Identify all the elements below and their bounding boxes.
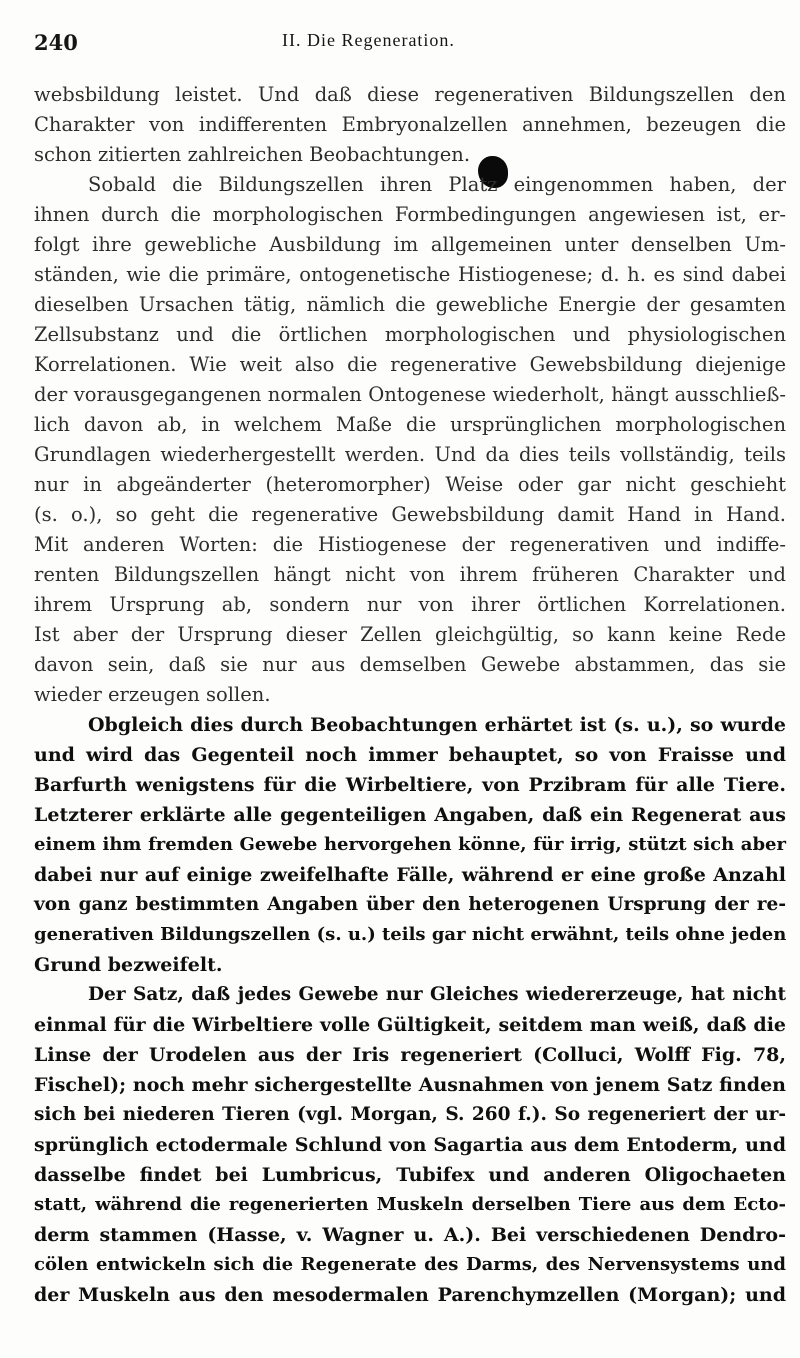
text-line: Grundlagen wiederhergestellt werden. Und da dies teils vollständig, teils	[34, 443, 786, 466]
text-line: der Muskeln aus den mesodermalen Parenchymzellen (Morgan); und	[34, 1284, 786, 1306]
text-line: dieselben Ursachen tätig, nämlich die gewebliche Energie der gesamten	[34, 293, 786, 316]
text-line: statt, während die regenerierten Muskeln derselben Tiere aus dem Ecto-	[34, 1194, 786, 1215]
text-line: Grund bezweifelt.	[34, 954, 223, 976]
text-line: Obgleich dies durch Beobachtungen erhärtet ist (s. u.), so wurde	[88, 714, 786, 736]
text-line: und wird das Gegenteil noch immer behauptet, so von Fraisse und	[34, 744, 786, 766]
paragraph-4	[34, 980, 786, 1310]
text-line: von ganz bestimmten Angaben über den heterogenen Ursprung der re-	[34, 894, 786, 915]
text-line: Barfurth wenigstens für die Wirbeltiere, von Przibram für alle Tiere.	[34, 774, 786, 796]
text-line: derm stammen (Hasse, v. Wagner u. A.). Bei verschiedenen Dendro-	[34, 1224, 786, 1246]
text-line: ihnen durch die morphologischen Formbedingungen angewiesen ist, er-	[34, 203, 786, 226]
text-line: websbildung leistet. Und daß diese regenerativen Bildungszellen den	[34, 83, 786, 106]
text-line: cölen entwickeln sich die Regenerate des Darms, des Nervensystems und	[34, 1254, 786, 1275]
text-line: Charakter von indifferenten Embryonalzellen annehmen, bezeugen die	[34, 113, 786, 136]
text-line: ständen, wie die primäre, ontogenetische Histiogenese; d. h. es sind dabei	[34, 263, 786, 286]
paragraph-3	[34, 710, 786, 980]
running-title: II. Die Regeneration.	[282, 30, 455, 50]
text-line: einmal für die Wirbeltiere volle Gültigkeit, seitdem man weiß, daß die	[34, 1014, 786, 1036]
text-line: generativen Bildungszellen (s. u.) teils gar nicht erwähnt, teils ohne jeden	[34, 924, 787, 945]
text-line: Linse der Urodelen aus der Iris regeneriert (Colluci, Wolff Fig. 78,	[34, 1044, 786, 1066]
text-line: Zellsubstanz und die örtlichen morphologischen und physiologischen	[34, 323, 786, 346]
running-head	[34, 24, 782, 60]
paragraph-2	[34, 170, 786, 710]
body-text	[34, 80, 786, 1310]
text-line: sprünglich ectodermale Schlund von Sagartia aus dem Entoderm, und	[34, 1134, 786, 1156]
text-line: (s. o.), so geht die regenerative Gewebsbildung damit Hand in Hand.	[34, 503, 786, 526]
text-line: Fischel); noch mehr sichergestellte Ausnahmen von jenem Satz finden	[34, 1074, 786, 1096]
page-number: 240	[34, 30, 78, 55]
text-line: lich davon ab, in welchem Maße die ursprünglichen morphologischen	[34, 413, 786, 436]
text-line: nur in abgeänderter (heteromorpher) Weise oder gar nicht geschieht	[34, 473, 786, 496]
text-line: Mit anderen Worten: die Histiogenese der regenerativen und indiffe-	[34, 533, 786, 556]
text-line: ihrem Ursprung ab, sondern nur von ihrer örtlichen Korrelationen.	[34, 593, 786, 616]
text-line: wieder erzeugen sollen.	[34, 683, 271, 706]
text-line: Letzterer erklärte alle gegenteiligen Angaben, daß ein Regenerat aus	[34, 804, 786, 826]
text-line: Korrelationen. Wie weit also die regenerative Gewebsbildung diejenige	[34, 353, 786, 376]
text-line: dasselbe findet bei Lumbricus, Tubifex und anderen Oligochaeten	[34, 1164, 786, 1186]
text-line: einem ihm fremden Gewebe hervorgehen könne, für irrig, stützt sich aber	[34, 834, 786, 855]
text-line: folgt ihre gewebliche Ausbildung im allgemeinen unter denselben Um-	[34, 233, 786, 256]
text-line: Der Satz, daß jedes Gewebe nur Gleiches wiedererzeuge, hat nicht	[88, 984, 786, 1005]
text-line: sich bei niederen Tieren (vgl. Morgan, S. 260 f.). So regeneriert der ur-	[34, 1104, 786, 1125]
text-line: der vorausgegangenen normalen Ontogenese wiederholt, hängt ausschließ-	[34, 383, 786, 406]
text-line: davon sein, daß sie nur aus demselben Gewebe abstammen, das sie	[34, 653, 786, 676]
text-line: renten Bildungszellen hängt nicht von ihrem früheren Charakter und	[34, 563, 786, 586]
paragraph-1	[34, 80, 786, 170]
text-line: Sobald die Bildungszellen ihren Platz eingenommen haben, der	[88, 173, 786, 196]
text-line: dabei nur auf einige zweifelhafte Fälle, während er eine große Anzahl	[34, 864, 786, 886]
text-line: Ist aber der Ursprung dieser Zellen gleichgültig, so kann keine Rede	[34, 623, 786, 646]
text-line: schon zitierten zahlreichen Beobachtungen.	[34, 143, 471, 166]
